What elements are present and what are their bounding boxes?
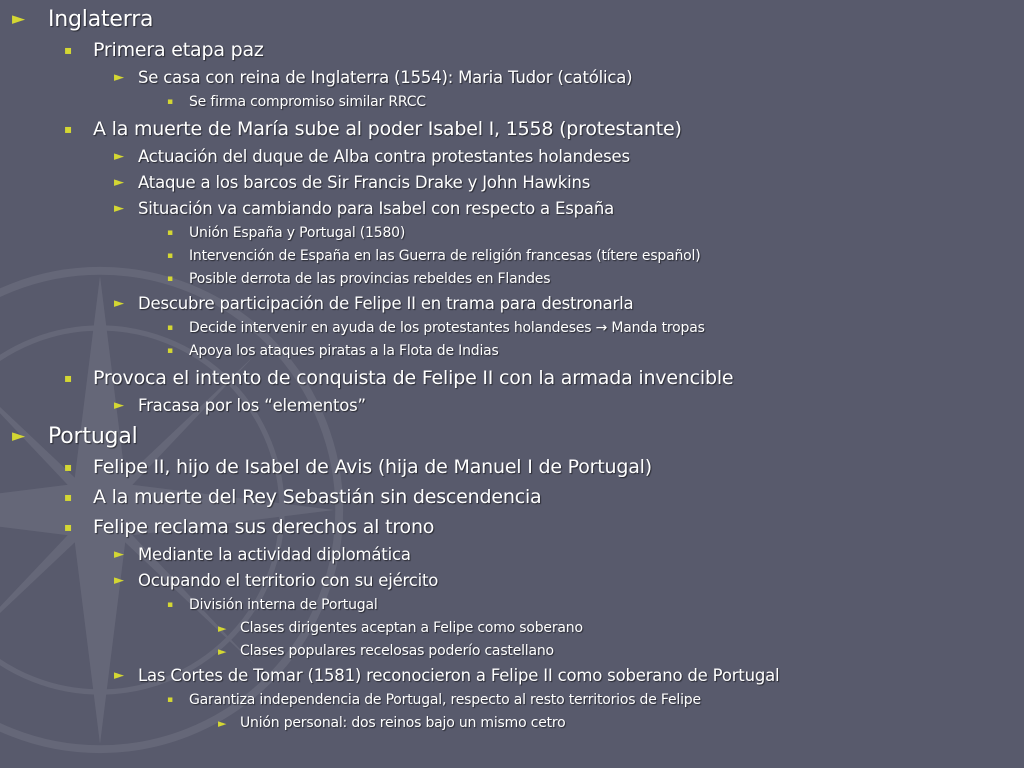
item-text: Ataque a los barcos de Sir Francis Drake y John Hawkins [138, 173, 591, 192]
item-text: A la muerte de María sube al poder Isabel I, 1558 (protestante) [93, 118, 682, 140]
square-bullet-icon: ▪ [64, 43, 72, 57]
list-item [0, 689, 1024, 712]
item-text: Garantiza independencia de Portugal, respecto al resto territorios de Felipe [189, 692, 701, 708]
item-text: Clases populares recelosas poderío castellano [240, 643, 554, 659]
square-bullet-icon: ▪ [167, 97, 173, 107]
list-item [0, 196, 1024, 222]
arrow-bullet-icon: ► [218, 717, 227, 730]
list-item [0, 170, 1024, 196]
arrow-bullet-icon: ► [114, 547, 124, 562]
item-text: Actuación del duque de Alba contra protestantes holandeses [138, 147, 630, 166]
item-text: Unión España y Portugal (1580) [189, 225, 406, 241]
arrow-bullet-icon: ► [12, 9, 25, 29]
list-item [0, 421, 1024, 452]
list-item [0, 4, 1024, 35]
item-text: Las Cortes de Tomar (1581) reconocieron a Felipe II como soberano de Portugal [138, 666, 780, 685]
square-bullet-icon: ▪ [64, 520, 72, 534]
list-item [0, 712, 1024, 735]
list-item [0, 144, 1024, 170]
arrow-bullet-icon: ► [114, 296, 124, 311]
arrow-bullet-icon: ► [114, 70, 124, 85]
list-item [0, 568, 1024, 594]
item-text: Provoca el intento de conquista de Felipe II con la armada invencible [93, 367, 734, 389]
arrow-bullet-icon: ► [12, 426, 25, 446]
list-item [0, 65, 1024, 91]
list-item [0, 452, 1024, 482]
arrow-bullet-icon: ► [218, 645, 227, 658]
square-bullet-icon: ▪ [64, 122, 72, 136]
item-text: Unión personal: dos reinos bajo un mismo cetro [240, 715, 566, 731]
list-item [0, 268, 1024, 291]
list-item [0, 594, 1024, 617]
square-bullet-icon: ▪ [167, 228, 173, 238]
list-item [0, 245, 1024, 268]
item-text: A la muerte del Rey Sebastián sin descendencia [93, 486, 542, 508]
arrow-bullet-icon: ► [114, 398, 124, 413]
list-item [0, 363, 1024, 393]
item-text: Se casa con reina de Inglaterra (1554): Maria Tudor (católica) [138, 68, 633, 87]
item-text: Posible derrota de las provincias rebeldes en Flandes [189, 271, 551, 287]
item-text: Descubre participación de Felipe II en trama para destronarla [138, 294, 634, 313]
list-item [0, 340, 1024, 363]
item-text: Inglaterra [48, 7, 154, 32]
item-text: Fracasa por los “elementos” [138, 396, 366, 415]
square-bullet-icon: ▪ [64, 460, 72, 474]
item-text: Felipe reclama sus derechos al trono [93, 516, 435, 538]
list-item [0, 393, 1024, 419]
list-item [0, 91, 1024, 114]
square-bullet-icon: ▪ [167, 346, 173, 356]
list-item [0, 222, 1024, 245]
item-text: Intervención de España en las Guerra de religión francesas (títere español) [189, 248, 701, 264]
square-bullet-icon: ▪ [167, 695, 173, 705]
arrow-bullet-icon: ► [114, 175, 124, 190]
square-bullet-icon: ▪ [64, 490, 72, 504]
list-item [0, 617, 1024, 640]
list-item [0, 35, 1024, 65]
list-item [0, 114, 1024, 144]
square-bullet-icon: ▪ [167, 251, 173, 261]
item-text: Portugal [48, 424, 138, 449]
item-text: Ocupando el territorio con su ejército [138, 571, 439, 590]
list-item [0, 317, 1024, 340]
arrow-bullet-icon: ► [114, 573, 124, 588]
list-item [0, 663, 1024, 689]
list-item [0, 542, 1024, 568]
bullet-list [0, 4, 1024, 735]
item-text: Decide intervenir en ayuda de los protestantes holandeses → Manda tropas [189, 320, 705, 336]
item-text: Clases dirigentes aceptan a Felipe como soberano [240, 620, 583, 636]
square-bullet-icon: ▪ [64, 371, 72, 385]
item-text: Primera etapa paz [93, 39, 264, 61]
square-bullet-icon: ▪ [167, 600, 173, 610]
list-item [0, 512, 1024, 542]
item-text: Se firma compromiso similar RRCC [189, 94, 426, 110]
list-item [0, 482, 1024, 512]
square-bullet-icon: ▪ [167, 274, 173, 284]
item-text: Apoya los ataques piratas a la Flota de Indias [189, 343, 499, 359]
list-item [0, 291, 1024, 317]
list-item [0, 640, 1024, 663]
item-text: Mediante la actividad diplomática [138, 545, 411, 564]
square-bullet-icon: ▪ [167, 323, 173, 333]
arrow-bullet-icon: ► [114, 201, 124, 216]
item-text: División interna de Portugal [189, 597, 378, 613]
item-text: Felipe II, hijo de Isabel de Avis (hija de Manuel I de Portugal) [93, 456, 652, 478]
arrow-bullet-icon: ► [218, 622, 227, 635]
arrow-bullet-icon: ► [114, 149, 124, 164]
item-text: Situación va cambiando para Isabel con respecto a España [138, 199, 614, 218]
arrow-bullet-icon: ► [114, 668, 124, 683]
